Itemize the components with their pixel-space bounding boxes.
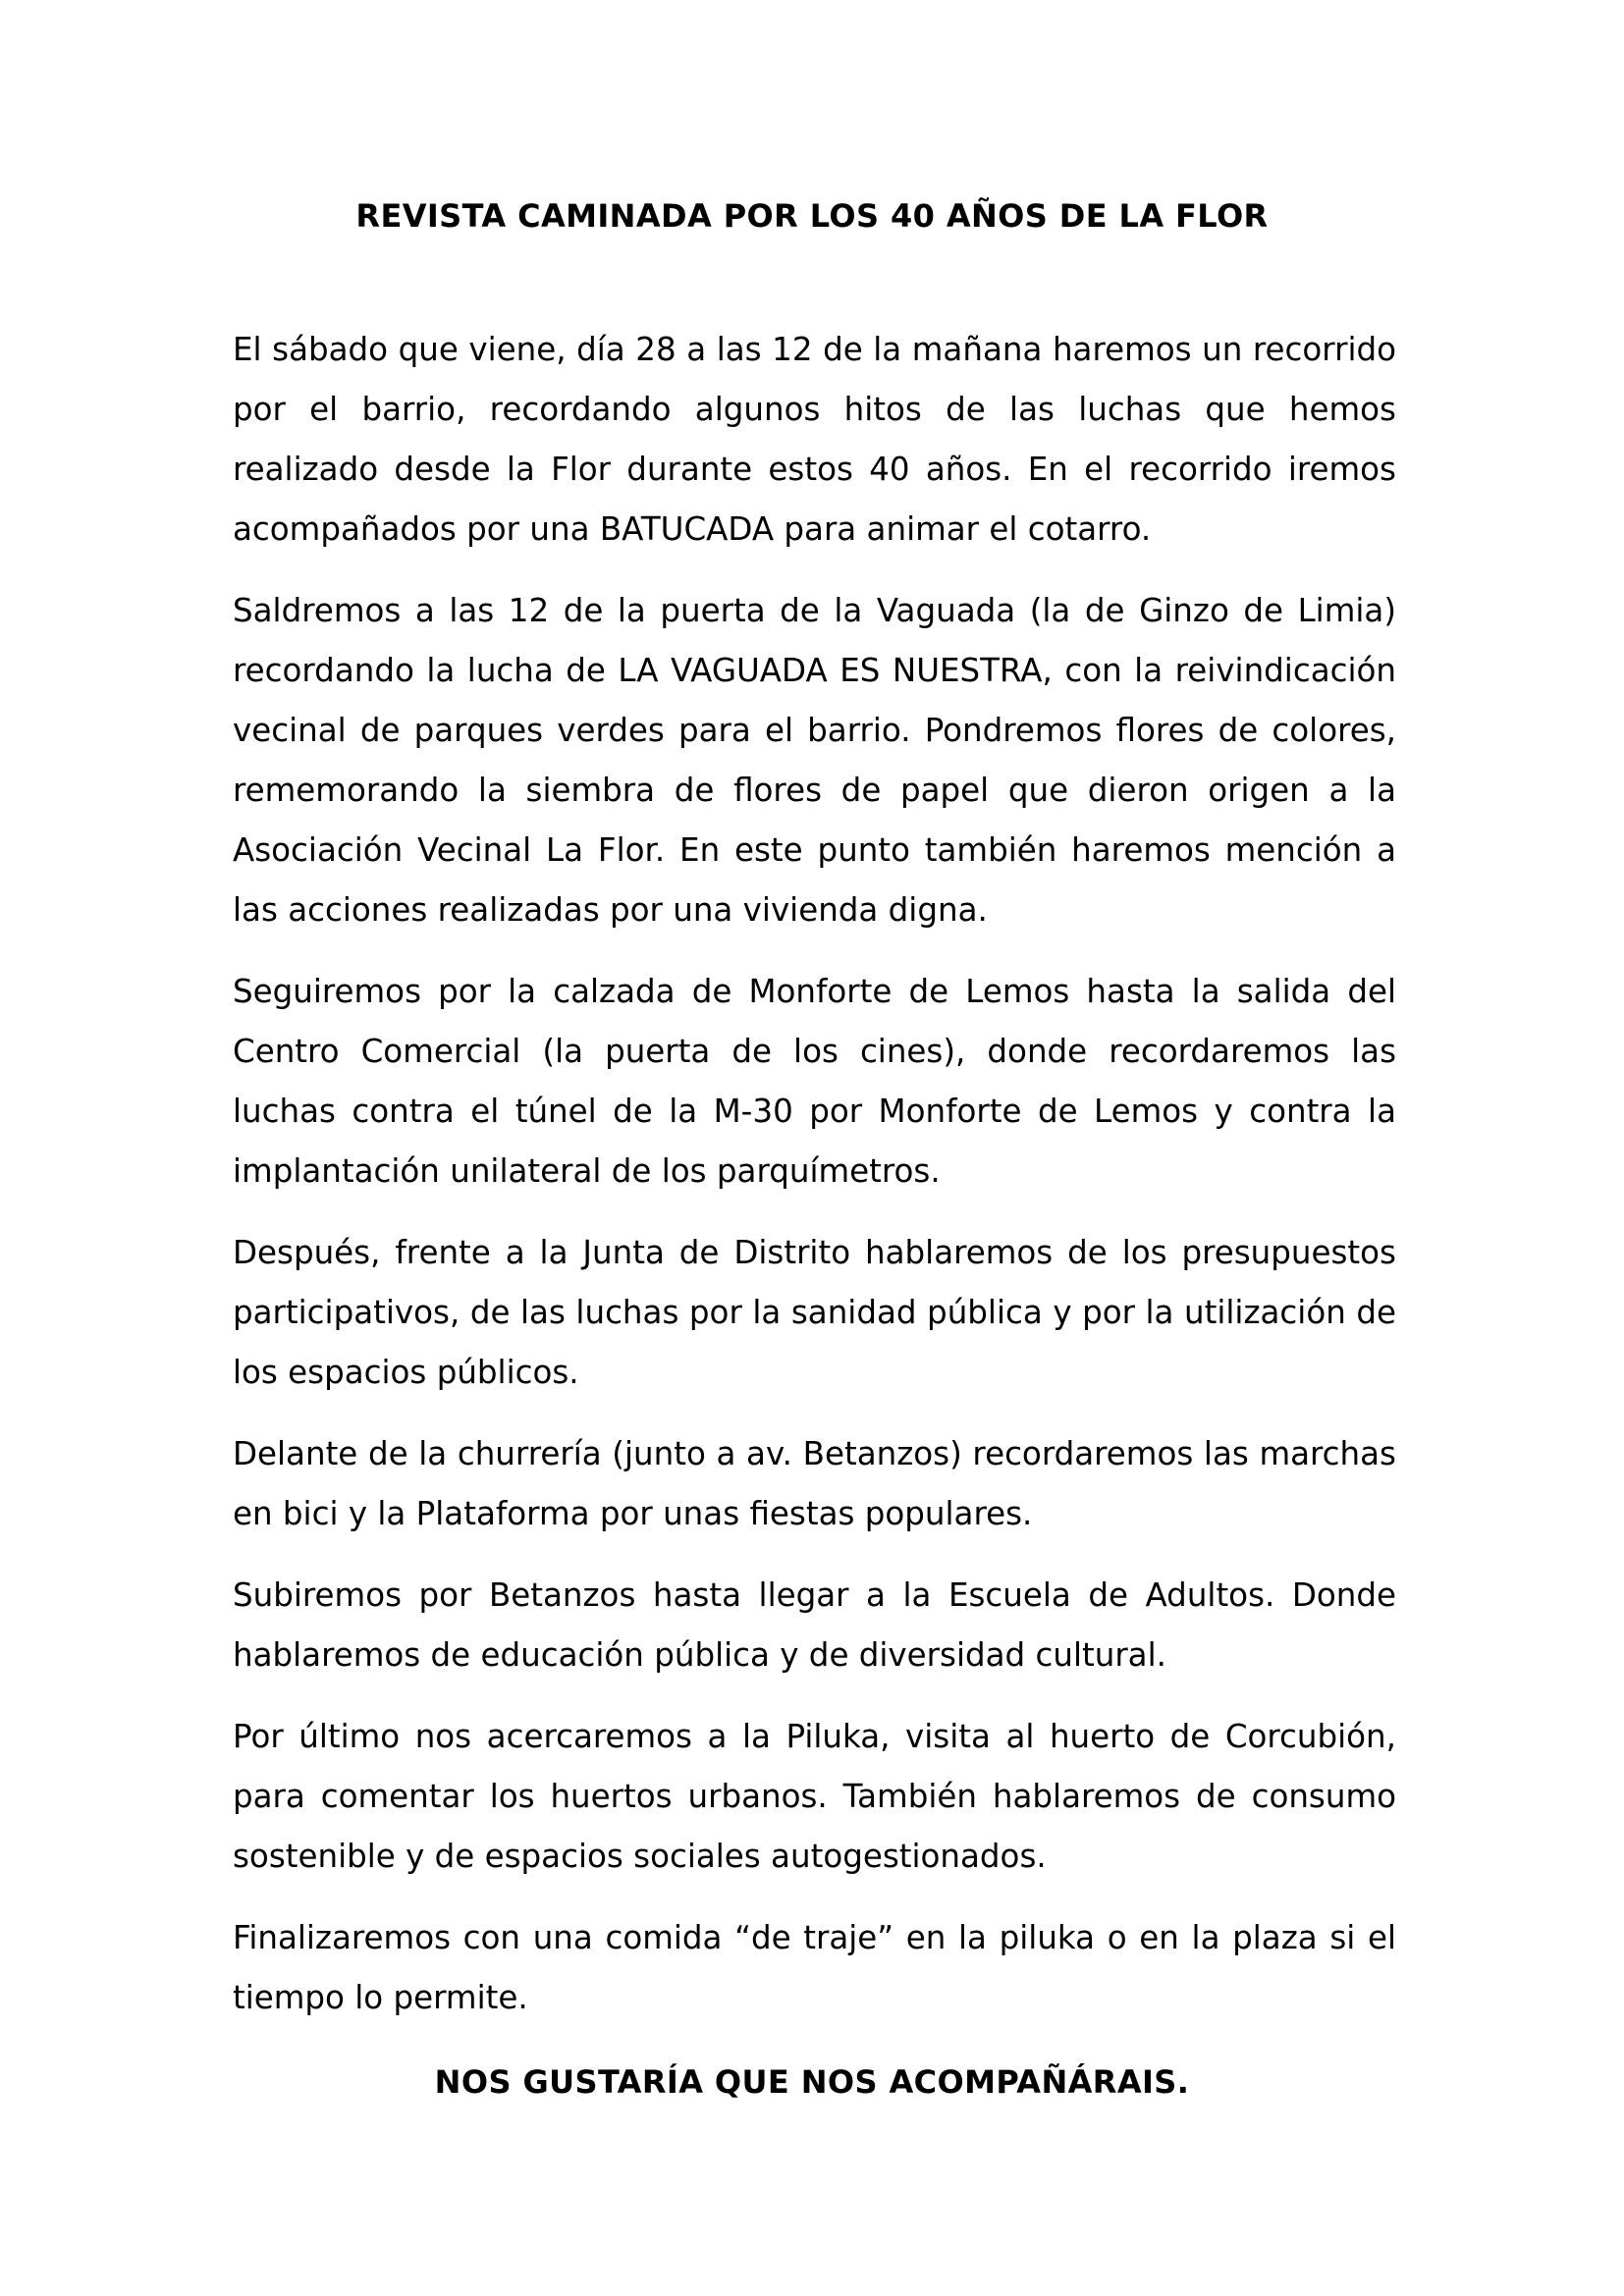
paragraph-monforte: Seguiremos por la calzada de Monforte de Lemos hasta la salida del Centro Comercial (la puerta de los cines), donde recordaremos las luchas contra el túnel de la M-30 por Monforte de Lemos y contra la implantación unilateral de los parquímetros.	[233, 973, 1396, 1190]
paragraph-junta-distrito: Después, frente a la Junta de Distrito hablaremos de los presupuestos participativos, de las luchas por la sanidad pública y por la utilización de los espacios públicos.	[233, 1234, 1396, 1391]
paragraph-final: Finalizaremos con una comida “de traje” en la piluka o en la plaza si el tiempo lo permite.	[233, 1919, 1396, 2016]
document-title: REVISTA CAMINADA POR LOS 40 AÑOS DE LA FLOR	[355, 197, 1269, 235]
document-body	[233, 320, 1396, 2050]
paragraph-intro: El sábado que viene, día 28 a las 12 de la mañana haremos un recorrido por el barrio, recordando algunos hitos de las luchas que hemos realizado desde la Flor durante estos 40 años. En el recorrido iremos acompañados por una BATUCADA para animar el cotarro.	[233, 331, 1396, 548]
paragraph-vaguada: Saldremos a las 12 de la puerta de la Vaguada (la de Ginzo de Limia) recordando la lucha de LA VAGUADA ES NUESTRA, con la reivindicación vecinal de parques verdes para el barrio. Pondremos flores de colores, rememorando la siembra de flores de papel que dieron origen a la Asociación Vecinal La Flor. En este punto también haremos mención a las acciones realizadas por una vivienda digna.	[233, 592, 1396, 929]
closing-statement: NOS GUSTARÍA QUE NOS ACOMPAÑÁRAIS.	[434, 2063, 1190, 2101]
paragraph-escuela-adultos: Subiremos por Betanzos hasta llegar a la Escuela de Adultos. Donde hablaremos de educación pública y de diversidad cultural.	[233, 1576, 1396, 1674]
paragraph-churreria: Delante de la churrería (junto a av. Betanzos) recordaremos las marchas en bici y la Plataforma por unas fiestas populares.	[233, 1435, 1396, 1532]
paragraph-piluka: Por último nos acercaremos a la Piluka, visita al huerto de Corcubión, para comentar los huertos urbanos. También hablaremos de consumo sostenible y de espacios sociales autogestionados.	[233, 1718, 1396, 1875]
